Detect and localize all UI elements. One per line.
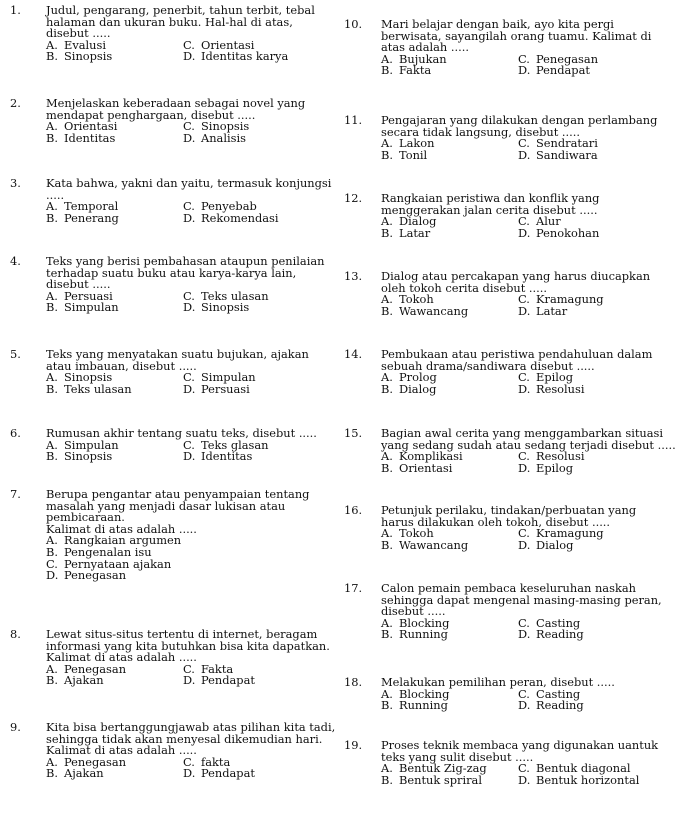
option-b[interactable] (46, 381, 132, 396)
option-letter: C. (183, 370, 195, 385)
option-b[interactable] (381, 225, 431, 240)
option-letter: C. (518, 761, 530, 776)
option-d[interactable] (518, 700, 584, 712)
question-text-line: Dialog atau percakapan yang harus diucapkan (381, 269, 651, 283)
option-d[interactable] (518, 537, 574, 552)
question-number: 10. (344, 17, 363, 31)
question-text-line: atau imbauan, disebut ..... (46, 358, 197, 373)
option-letter: A. (46, 199, 58, 214)
question-number: 4. (10, 254, 21, 268)
option-letter: B. (46, 673, 58, 688)
option-letter: A. (381, 214, 393, 229)
option-text: Simpulan (64, 437, 119, 452)
option-text: Penegasan (64, 661, 127, 676)
option-text: Dialog (399, 214, 437, 229)
option-text: Penyebab (201, 199, 257, 214)
option-text: Pendapat (201, 673, 255, 688)
option-text: Tonil (399, 147, 428, 162)
option-b[interactable] (46, 675, 104, 687)
option-text: Sandiwara (536, 147, 598, 162)
option-letter: B. (381, 63, 393, 78)
option-text: Kramagung (536, 526, 604, 541)
option-letter: B. (46, 545, 58, 559)
question-text-line: Proses teknik membaca yang digunakan uantuk (381, 738, 659, 752)
option-letter: D. (518, 225, 531, 240)
option-d[interactable] (183, 381, 250, 396)
option-letter: A. (381, 686, 393, 701)
option-text: Penerang (64, 210, 119, 225)
question-number: 11. (344, 113, 363, 127)
option-letter: D. (183, 766, 196, 781)
option-text: Orientasi (64, 119, 118, 134)
question-text-line: Rumusan akhir tentang suatu teks, disebut ..... (46, 426, 317, 440)
question-text-line: mendapat penghargaan, disebut ..... (46, 107, 256, 122)
question-text-line: ..... (46, 187, 65, 202)
question-number: 14. (344, 347, 363, 361)
option-d[interactable] (518, 147, 598, 162)
option-text: Ajakan (64, 673, 104, 688)
question-text-line: Teks yang berisi pembahasan ataupun penilaian (46, 254, 325, 268)
option-text: Lakon (399, 136, 435, 151)
question-text-line: disebut ..... (46, 277, 111, 292)
option-letter: C. (518, 615, 530, 630)
question-number: 2. (10, 96, 21, 110)
option-text: Blocking (399, 615, 450, 630)
option-d[interactable] (183, 675, 255, 687)
option-text: Penegasan (64, 754, 127, 769)
option-text: Ajakan (64, 766, 104, 781)
option-letter: C. (183, 754, 195, 769)
option-text: Pernyataan ajakan (64, 556, 172, 571)
option-text: Tokoh (399, 526, 434, 541)
option-b[interactable] (46, 768, 104, 780)
option-text: Dialog (536, 537, 574, 552)
option-text: Pendapat (536, 63, 590, 78)
option-text: Rangkaian argumen (64, 533, 182, 548)
question-text-line: Calon pemain pembaca keseluruhan naskah (381, 581, 636, 595)
question-number: 9. (10, 720, 21, 734)
question-text-line: halaman dan ukuran buku. Hal-hal di atas, (46, 14, 293, 29)
question-text-line: Pembukaan atau peristiwa pendahuluan dalam (381, 347, 653, 361)
option-letter: B. (381, 698, 393, 713)
option-text: Bujukan (399, 51, 447, 66)
option-letter: B. (381, 460, 393, 475)
option-text: Sinopsis (64, 449, 113, 464)
option-d[interactable] (183, 302, 249, 314)
option-b[interactable] (46, 130, 116, 145)
option-text: Pendapat (201, 766, 255, 781)
option-text: Orientasi (201, 37, 255, 52)
option-text: Kramagung (536, 292, 604, 307)
question-text-line: yang sedang sudah atau sedang terjadi disebut ..... (381, 437, 676, 452)
option-text: Persuasi (64, 288, 113, 303)
option-letter: D. (518, 147, 531, 162)
option-letter: B. (381, 772, 393, 787)
question-text-line: Kalimat di atas adalah ..... (46, 743, 197, 758)
option-text: Identitas karya (201, 49, 289, 64)
question-text-line: Kalimat di atas adalah ..... (46, 521, 197, 536)
option-text: Bentuk horizontal (536, 772, 640, 787)
option-letter: C. (518, 292, 530, 307)
question-text-line: Menjelaskan keberadaan sebagai novel yang (46, 96, 306, 110)
option-text: Bentuk diagonal (536, 761, 631, 776)
option-letter: D. (183, 381, 196, 396)
option-d[interactable] (183, 51, 288, 63)
question-text-line: teks yang sulit disebut ..... (381, 749, 534, 764)
question-text-line: Kata bahwa, yakni dan yaitu, termasuk konjungsi (46, 176, 332, 190)
option-text: Running (399, 627, 448, 642)
option-b[interactable] (381, 65, 431, 77)
option-text: Sinopsis (64, 370, 113, 385)
option-text: Penegasan (536, 51, 599, 66)
option-b[interactable] (381, 460, 453, 475)
option-text: Orientasi (399, 460, 453, 475)
option-b[interactable] (381, 381, 437, 396)
option-b[interactable] (381, 303, 469, 318)
question-text-line: Teks yang menyatakan suatu bujukan, ajakan (46, 347, 309, 361)
option-text: Bentuk Zig-zag (399, 761, 487, 776)
question-text-line: informasi yang kita butuhkan bisa kita dapatkan. (46, 638, 330, 653)
option-b[interactable] (381, 147, 428, 162)
question-number: 13. (344, 269, 363, 283)
option-letter: A. (46, 437, 58, 452)
option-letter: D. (46, 568, 59, 583)
question-text-line: Bagian awal cerita yang menggambarkan situasi (381, 426, 664, 440)
option-letter: C. (518, 136, 530, 151)
option-letter: A. (381, 761, 393, 776)
option-letter: C. (183, 37, 195, 52)
option-letter: B. (46, 449, 58, 464)
question-number: 8. (10, 627, 21, 641)
option-text: Casting (536, 686, 581, 701)
option-text: Rekomendasi (201, 210, 279, 225)
option-d[interactable] (518, 225, 600, 240)
option-d[interactable] (183, 451, 252, 463)
question-text-line: Lewat situs-situs tertentu di internet, beragam (46, 627, 318, 641)
option-b[interactable] (46, 451, 112, 463)
option-text: Alur (536, 214, 561, 229)
option-text: Simpulan (201, 370, 256, 385)
question-text-line: Berupa pengantar atau penyampaian tentang (46, 487, 310, 501)
option-letter: C. (183, 199, 195, 214)
option-text: Fakta (399, 63, 432, 78)
option-b[interactable] (381, 629, 448, 641)
option-b[interactable] (381, 537, 469, 552)
question-number: 16. (344, 503, 363, 517)
question-number: 3. (10, 176, 21, 190)
option-letter: B. (46, 130, 58, 145)
question-number: 1. (10, 3, 21, 17)
option-text: fakta (201, 754, 231, 769)
option-text: Komplikasi (399, 449, 463, 464)
option-letter: C. (183, 661, 195, 676)
option-text: Sinopsis (64, 49, 113, 64)
question-text-line: oleh tokoh cerita disebut ..... (381, 280, 547, 295)
question-text-line: terhadap suatu buku atau karya-karya lain, (46, 265, 297, 280)
option-text: Latar (536, 303, 568, 318)
option-d[interactable] (183, 768, 255, 780)
option-letter: A. (46, 119, 58, 134)
option-text: Analisis (201, 130, 246, 145)
option-letter: A. (381, 370, 393, 385)
option-letter: A. (46, 661, 58, 676)
option-letter: C. (518, 214, 530, 229)
option-letter: C. (518, 370, 530, 385)
option-letter: A. (381, 51, 393, 66)
option-letter: B. (46, 381, 58, 396)
question-text-line: secara tidak langsung, disebut ..... (381, 124, 581, 139)
option-letter: B. (381, 303, 393, 318)
option-text: Evalusi (64, 37, 107, 52)
option-text: Resolusi (536, 381, 585, 396)
option-letter: D. (518, 460, 531, 475)
question-text-line: sehingga dapat mengenal masing-masing peran, (381, 592, 662, 607)
option-text: Dialog (399, 381, 437, 396)
option-letter: C. (183, 119, 195, 134)
option-letter: D. (183, 673, 196, 688)
option-letter: D. (518, 63, 531, 78)
option-letter: D. (518, 537, 531, 552)
question-text-line: atas adalah ..... (381, 40, 469, 55)
option-letter: B. (46, 210, 58, 225)
option-text: Teks ulasan (64, 381, 132, 396)
option-letter: D. (518, 381, 531, 396)
question-number: 17. (344, 581, 363, 595)
option-text: Pengenalan isu (64, 545, 152, 559)
question-text-line: Kita bisa bertanggungjawab atas pilihan kita tadi, (46, 720, 336, 734)
option-text: Teks glasan (201, 437, 269, 452)
option-text: Bentuk spriral (399, 772, 482, 787)
option-text: Epilog (536, 370, 574, 385)
question-text-line: sehingga tidak akan menyesal dikemudian hari. (46, 731, 323, 746)
option-letter: A. (381, 526, 393, 541)
option-text: Running (399, 698, 448, 713)
option-text: Penegasan (64, 568, 127, 583)
option-text: Prolog (399, 370, 437, 385)
option-text: Teks ulasan (201, 288, 269, 303)
question-text-line: disebut ..... (381, 604, 446, 619)
option-letter: B. (381, 381, 393, 396)
option-b[interactable] (381, 700, 448, 712)
option-text: Epilog (536, 460, 574, 475)
option-b[interactable] (46, 51, 112, 63)
option-text: Sinopsis (201, 119, 250, 134)
question-text-line: Kalimat di atas adalah ..... (46, 650, 197, 665)
option-letter: C. (518, 526, 530, 541)
question-text-line: Judul, pengarang, penerbit, tahun terbit, tebal (46, 3, 315, 17)
option-letter: D. (183, 449, 196, 464)
option-letter: D. (518, 772, 531, 787)
option-text: Latar (399, 225, 431, 240)
question-text-line: masalah yang menjadi dasar lukisan atau (46, 498, 286, 513)
question-text-line: Pengajaran yang dilakukan dengan perlambang (381, 113, 658, 127)
option-letter: C. (183, 437, 195, 452)
option-d[interactable] (518, 65, 590, 77)
question-text-line: menggerakan jalan cerita disebut ..... (381, 202, 598, 217)
option-b[interactable] (46, 210, 119, 225)
option-text: Resolusi (536, 449, 585, 464)
question-text-line: disebut ..... (46, 26, 111, 41)
option-letter: D. (183, 49, 196, 64)
option-letter: A. (46, 533, 58, 548)
option-letter: C. (183, 288, 195, 303)
option-letter: A. (46, 37, 58, 52)
option-text: Reading (536, 627, 584, 642)
question-number: 12. (344, 191, 363, 205)
option-text: Blocking (399, 686, 450, 701)
question-number: 19. (344, 738, 363, 752)
option-letter: B. (381, 537, 393, 552)
question-text-line: harus dilakukan oleh tokoh, disebut ..... (381, 514, 611, 529)
option-letter: D. (518, 627, 531, 642)
question-text-line: Melakukan pemilihan peran, disebut ..... (381, 675, 615, 689)
option-text: Sinopsis (201, 300, 250, 315)
option-letter: A. (381, 136, 393, 151)
option-letter: B. (46, 766, 58, 781)
option-b[interactable] (381, 772, 482, 787)
option-letter: A. (381, 449, 393, 464)
option-letter: B. (381, 627, 393, 642)
option-letter: D. (518, 698, 531, 713)
option-letter: A. (381, 292, 393, 307)
option-text: Sendratari (536, 136, 598, 151)
option-letter: A. (381, 615, 393, 630)
option-d[interactable] (518, 303, 568, 318)
question-text-line: sebuah drama/sandiwara disebut ..... (381, 358, 595, 373)
option-text: Penokohan (536, 225, 600, 240)
question-number: 6. (10, 426, 21, 440)
option-text: Simpulan (64, 300, 119, 315)
question-number: 15. (344, 426, 363, 440)
option-d[interactable] (46, 570, 126, 582)
option-letter: A. (46, 370, 58, 385)
option-letter: D. (518, 303, 531, 318)
option-text: Tokoh (399, 292, 434, 307)
question-number: 5. (10, 347, 21, 361)
option-d[interactable] (183, 210, 279, 225)
option-letter: B. (46, 300, 58, 315)
option-letter: D. (183, 130, 196, 145)
option-letter: B. (381, 147, 393, 162)
option-letter: B. (381, 225, 393, 240)
option-text: Identitas (201, 449, 253, 464)
option-letter: A. (46, 288, 58, 303)
option-text: Wawancang (399, 537, 469, 552)
question-text-line: pembicaraan. (46, 510, 125, 525)
option-d[interactable] (518, 460, 574, 475)
option-text: Identitas (64, 130, 116, 145)
option-d[interactable] (518, 381, 585, 396)
question-number: 7. (10, 487, 21, 501)
option-text: Reading (536, 698, 584, 713)
option-text: Fakta (201, 661, 234, 676)
option-letter: C. (518, 449, 530, 464)
question-text-line: berwisata, sayangilah orang tuamu. Kalimat di (381, 28, 652, 43)
option-letter: C. (518, 686, 530, 701)
option-letter: C. (518, 51, 530, 66)
option-b[interactable] (46, 302, 119, 314)
option-letter: B. (46, 49, 58, 64)
option-letter: A. (46, 754, 58, 769)
option-text: Casting (536, 615, 581, 630)
question-text-line: Rangkaian peristiwa dan konflik yang (381, 191, 600, 205)
question-text-line: Petunjuk perilaku, tindakan/perbuatan yang (381, 503, 637, 517)
question-number: 18. (344, 675, 363, 689)
option-letter: D. (183, 300, 196, 315)
option-d[interactable] (183, 130, 246, 145)
option-d[interactable] (518, 629, 584, 641)
option-letter: C. (46, 556, 58, 571)
option-text: Persuasi (201, 381, 250, 396)
question-text-line: Mari belajar dengan baik, ayo kita pergi (381, 17, 614, 31)
option-text: Temporal (64, 199, 119, 214)
option-letter: D. (183, 210, 196, 225)
option-d[interactable] (518, 772, 640, 787)
option-text: Wawancang (399, 303, 469, 318)
